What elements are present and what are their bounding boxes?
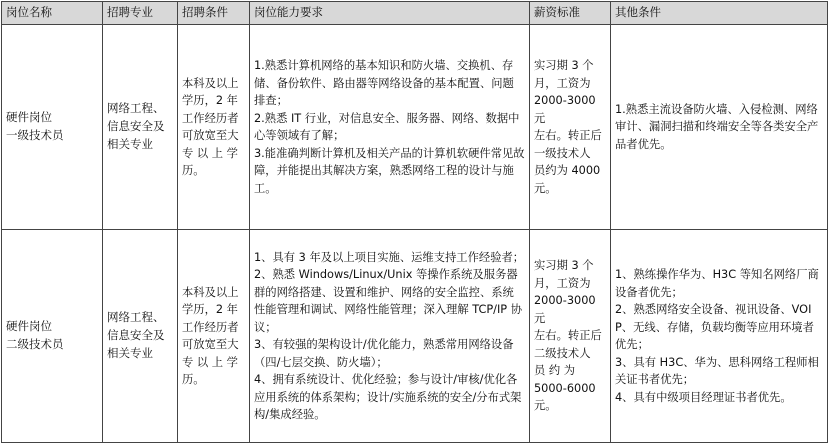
salary-cell: 实习期 3 个 月，工资为 2000-3000 元 左右。转正后 二级技术人 员 约 为 5000-6000 元。 — [530, 230, 611, 443]
recruitment-table — [1, 1, 828, 443]
position-cell: 硬件岗位 一级技术员 — [2, 25, 103, 230]
requirement-cell: 本科及以上 学历，2 年 工作经历者 可放宽至大 专 以 上 学 历。 — [178, 230, 250, 443]
other-cell: 1、熟练操作华为、H3C 等知名网络厂商设备者优先； 2、熟悉网络安全设备、视讯设备、VOIP、无线、存储，负载均衡等应用环境者优先； 3、具有 H3C、华为、思科网络工程师相关证书者优先； 4、具有中级项目经理证书者优先。 — [611, 230, 828, 443]
header-ability: 岗位能力要求 — [250, 2, 530, 25]
major-cell: 网络工程、 信息安全及 相关专业 — [103, 230, 178, 443]
requirement-cell: 本科及以上 学历，2 年 工作经历者 可放宽至大 专 以 上 学 历。 — [178, 25, 250, 230]
header-major: 招聘专业 — [103, 2, 178, 25]
header-position: 岗位名称 — [2, 2, 103, 25]
header-row — [2, 2, 828, 25]
ability-cell: 1、具有 3 年及以上项目实施、运维支持工作经验者； 2、熟悉 Windows/Linux/Unix 等操作系统及服务器群的网络搭建、设置和维护、网络的安全监控、系统性能管理和调试、网络性能管理；深入理解 TCP/IP 协议； 3、有较强的架构设计/优化能力，熟悉常用网络设备（四/七层交换、防火墙）； 4、拥有系统设计、优化经验；参与设计/审核/优化各应用系统的体系架构；设计/实施系统的安全/分布式架构/集成经验。 — [250, 230, 530, 443]
ability-cell: 1.熟悉计算机网络的基本知识和防火墙、交换机、存储、备份软件、路由器等网络设备的基本配置、问题排查； 2.熟悉 IT 行业，对信息安全、服务器、网络、数据中心等领域有了解； 3.能准确判断计算机及相关产品的计算机软硬件常见故障，并能提出其解决方案，熟悉网络工程的设计与施工。 — [250, 25, 530, 230]
major-cell: 网络工程、 信息安全及 相关专业 — [103, 25, 178, 230]
other-cell: 1.熟悉主流设备防火墙、入侵检测、网络审计、漏洞扫描和终端安全等各类安全产品者优先。 — [611, 25, 828, 230]
table-row — [2, 230, 828, 443]
header-requirement: 招聘条件 — [178, 2, 250, 25]
table-row — [2, 25, 828, 230]
header-other: 其他条件 — [611, 2, 828, 25]
salary-cell: 实习期 3 个 月，工资为 2000-3000 元 左右。转正后 一级技术人 员约为 4000 元。 — [530, 25, 611, 230]
position-cell: 硬件岗位 二级技术员 — [2, 230, 103, 443]
header-salary: 薪资标准 — [530, 2, 611, 25]
